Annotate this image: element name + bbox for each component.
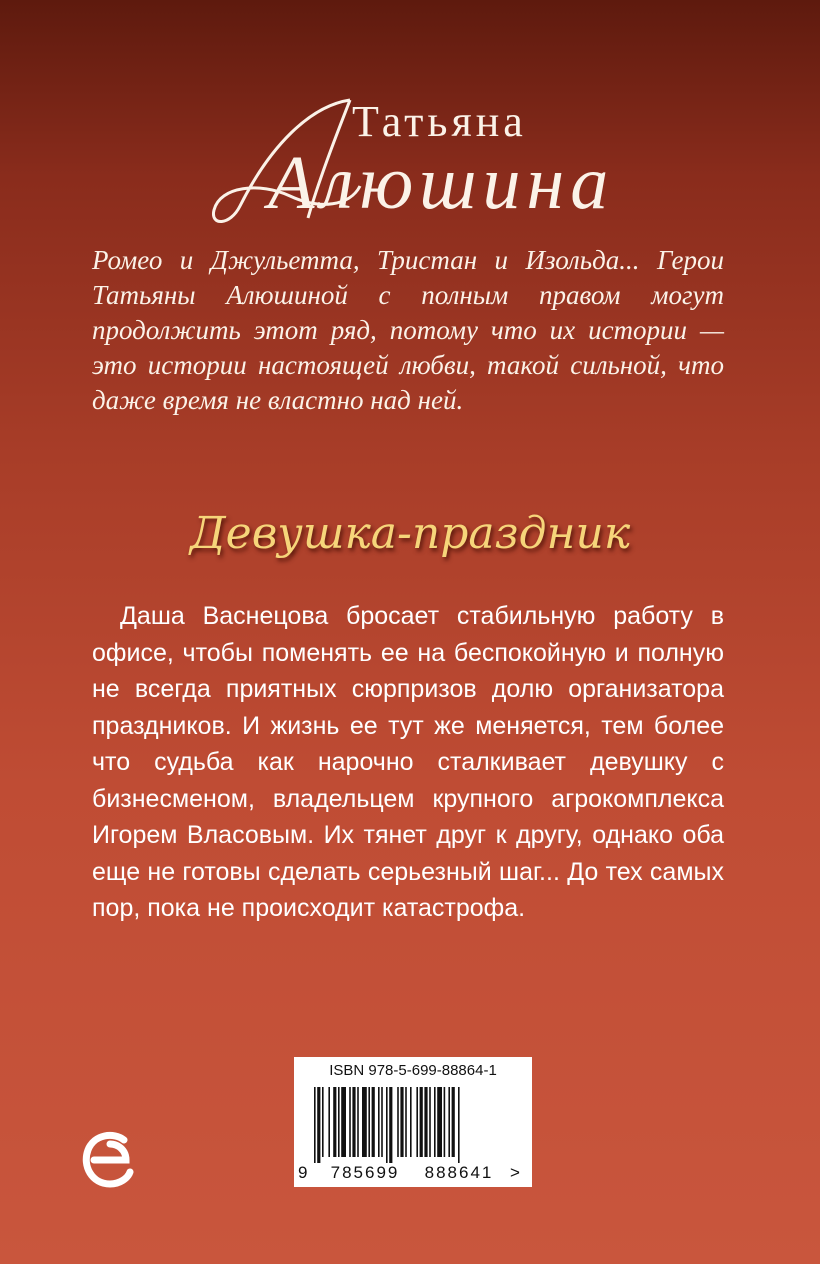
ean-left-group: 785699 [330,1163,400,1182]
ean-arrow: > [510,1163,520,1182]
ean-first-digit: 9 [298,1163,308,1182]
eksmo-e-logo-icon [80,1130,136,1192]
barcode-icon [314,1087,512,1163]
isbn-label: ISBN 978-5-699-88864-1 [329,1062,497,1079]
book-title: Девушка-праздник [189,508,631,559]
ean-right-group: 888641 [424,1163,494,1182]
isbn-barcode-box [294,1057,532,1187]
book-synopsis: Даша Васнецова бросает стабильную работу в офисе, чтобы поменять ее на беспокойную и полную не всегда приятных сюрпризов долю организатора праздников. И жизнь ее тут же меняется, тем более что судьба как нарочно сталкивает девушку с бизнесменом, владельцем крупного агрокомплекса Игорем Власовым. Их тянет друг к другу, однако оба еще не готовы сделать серьезный шаг... До тех самых пор, пока не происходит катастрофа. [92,602,724,922]
author-last-name: Алюшина [268,141,615,225]
author-first-name: Татьяна [352,97,527,146]
author-blurb: Ромео и Джульетта, Тристан и Изольда... Герои Татьяны Алюшиной с полным правом могут продолжить этот ряд, потому что их истории — это истории настоящей любви, такой сильной, что даже время не властно над ней. [92,245,724,415]
